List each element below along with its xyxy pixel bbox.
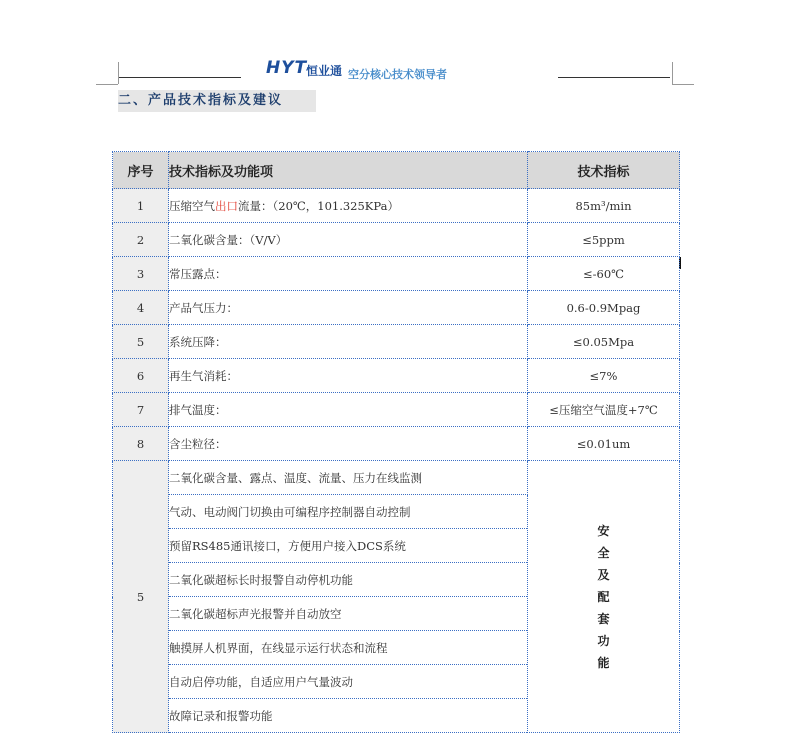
group-item: 二氧化碳超标声光报警并自动放空	[169, 597, 528, 631]
group-value	[528, 461, 680, 733]
table-row	[113, 257, 680, 291]
company-logo: HYT	[266, 58, 308, 78]
row-value: ≤5ppm	[528, 223, 680, 257]
row-number: 4	[113, 291, 169, 325]
row-item-text: 流量：（20℃，101.325KPa）	[238, 198, 399, 213]
group-value-char: 及	[597, 567, 610, 582]
row-number: 6	[113, 359, 169, 393]
table-row	[113, 393, 680, 427]
column-header-no: 序号	[113, 152, 169, 189]
table-header-row	[113, 152, 680, 189]
table-row	[113, 461, 680, 495]
spec-table	[112, 151, 680, 733]
row-number: 2	[113, 223, 169, 257]
row-item: 系统压降：	[169, 325, 528, 359]
row-item: 常压露点：	[169, 257, 528, 291]
table-row	[113, 189, 680, 223]
group-item: 气动、电动阀门切换由可编程序控制器自动控制	[169, 495, 528, 529]
crop-mark	[672, 62, 673, 84]
company-name: 恒业通	[306, 64, 343, 78]
row-value: ≤0.01um	[528, 427, 680, 461]
header-rule-left	[119, 77, 241, 78]
group-item: 故障记录和报警功能	[169, 699, 528, 733]
row-value: ≤0.05Mpa	[528, 325, 680, 359]
crop-mark	[96, 84, 118, 85]
table-row	[113, 223, 680, 257]
row-value: 0.6-0.9Mpag	[528, 291, 680, 325]
column-header-item: 技术指标及功能项	[169, 152, 528, 189]
group-value-char: 能	[597, 655, 610, 670]
group-number: 5	[113, 461, 169, 733]
group-item: 触摸屏人机界面，在线显示运行状态和流程	[169, 631, 528, 665]
row-item: 产品气压力：	[169, 291, 528, 325]
table-row	[113, 359, 680, 393]
table-row	[113, 427, 680, 461]
row-item	[169, 189, 528, 223]
group-item: 预留RS485通讯接口，方便用户接入DCS系统	[169, 529, 528, 563]
row-item: 排气温度：	[169, 393, 528, 427]
row-item-highlight: 出口	[215, 198, 238, 213]
group-value-char: 配	[597, 589, 610, 604]
row-item: 再生气消耗：	[169, 359, 528, 393]
header-tagline: 空分核心技术领导者	[348, 68, 447, 81]
group-item: 自动启停功能，自适应用户气量波动	[169, 665, 528, 699]
row-value: ≤7%	[528, 359, 680, 393]
row-number: 8	[113, 427, 169, 461]
section-title: 二、产品技术指标及建议	[118, 90, 316, 112]
row-item: 含尘粒径：	[169, 427, 528, 461]
row-item-text: 压缩空气	[169, 198, 215, 213]
group-value-char: 全	[597, 545, 610, 560]
row-item: 二氧化碳含量：（V/V）	[169, 223, 528, 257]
table-row	[113, 325, 680, 359]
row-value: ≤压缩空气温度+7℃	[528, 393, 680, 427]
group-value-char: 功	[597, 633, 610, 648]
row-number: 1	[113, 189, 169, 223]
column-header-value: 技术指标	[528, 152, 680, 189]
group-value-vertical	[597, 520, 611, 674]
header-rule-right	[558, 77, 670, 78]
crop-mark	[672, 84, 694, 85]
row-value: ≤-60℃	[528, 257, 680, 291]
group-value-char: 安	[597, 523, 610, 538]
row-number: 7	[113, 393, 169, 427]
crop-mark	[118, 62, 119, 84]
group-item: 二氧化碳含量、露点、温度、流量、压力在线监测	[169, 461, 528, 495]
row-number: 5	[113, 325, 169, 359]
group-value-char: 套	[597, 611, 610, 626]
table-row	[113, 291, 680, 325]
group-item: 二氧化碳超标长时报警自动停机功能	[169, 563, 528, 597]
row-number: 3	[113, 257, 169, 291]
row-value: 85m³/min	[528, 189, 680, 223]
